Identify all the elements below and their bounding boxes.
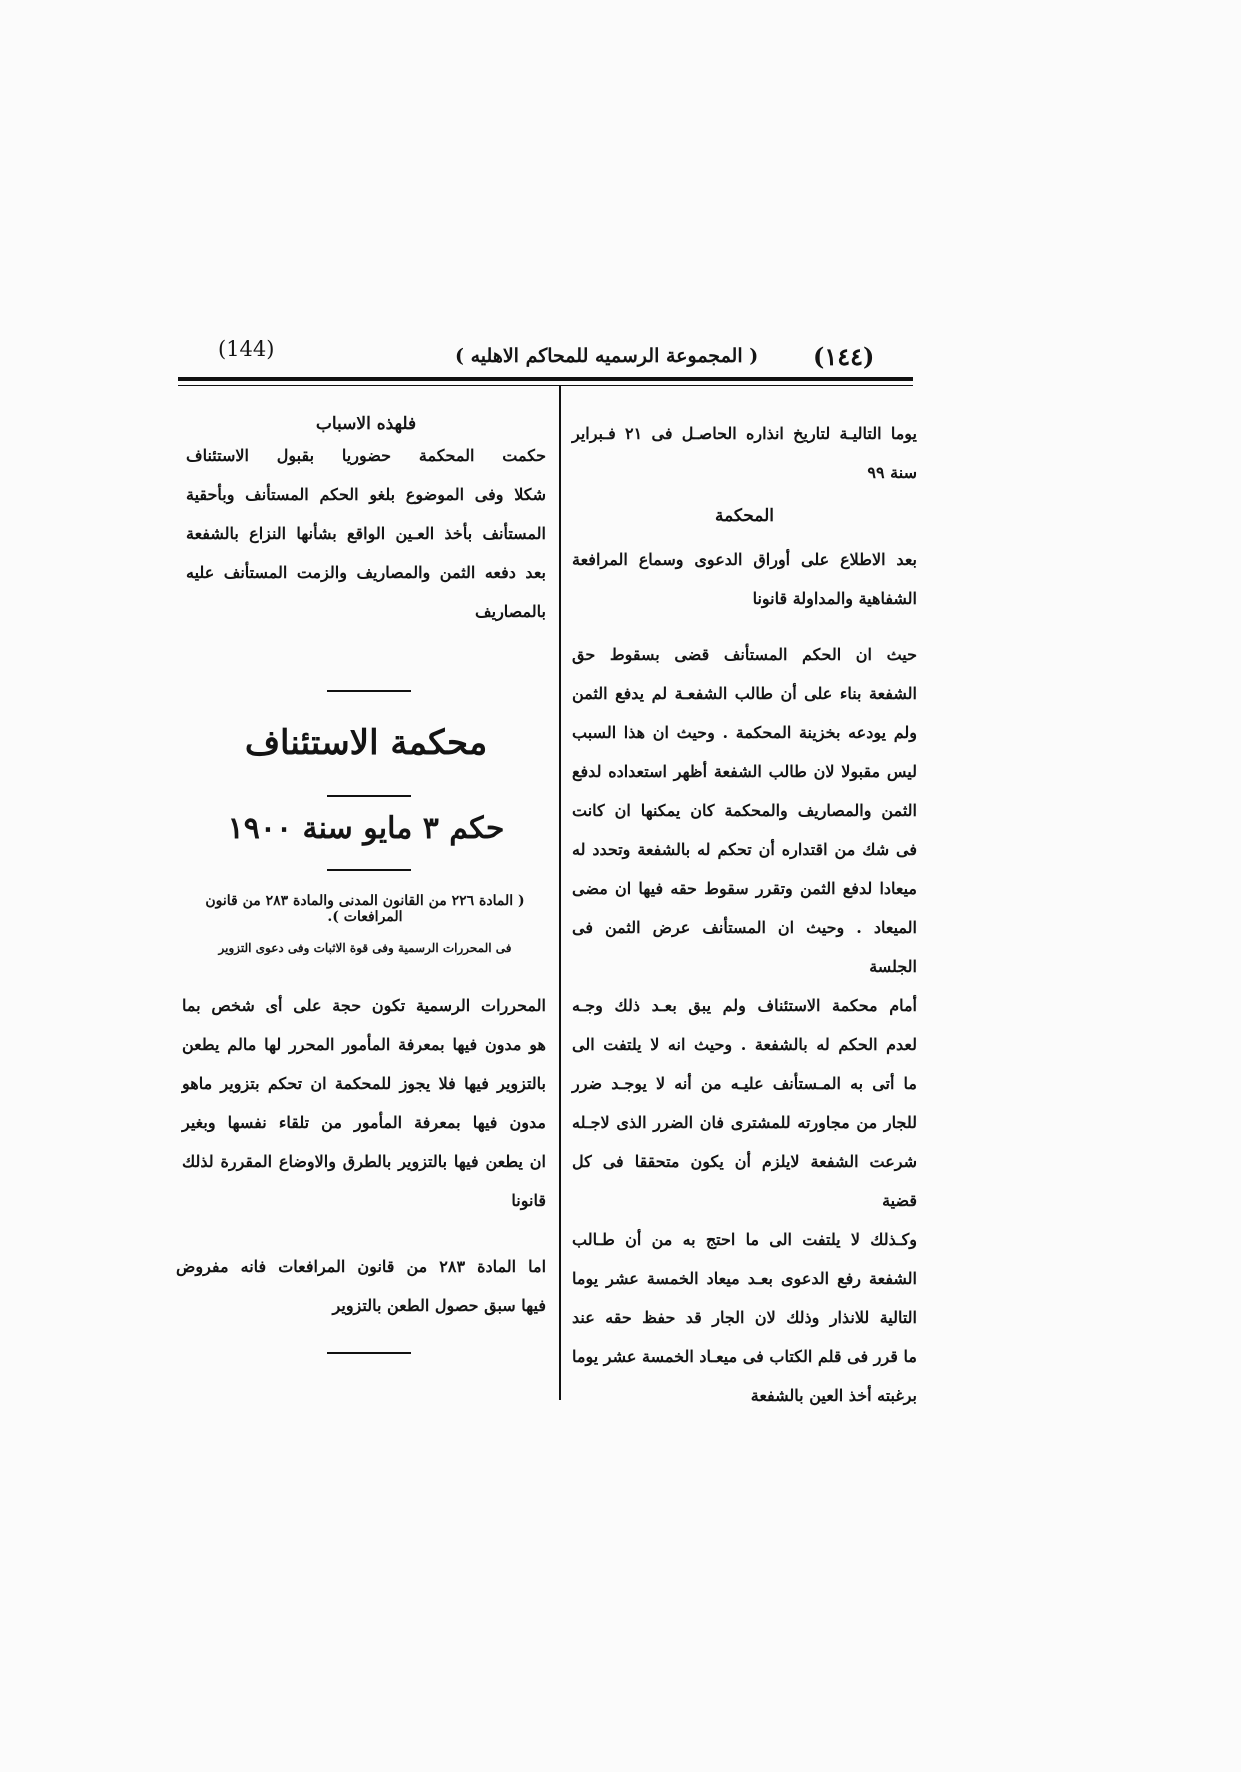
- body-line: ما قرر فى قلم الكتاب فى ميعـاد الخمسة عشر يوما: [572, 1347, 917, 1366]
- notes-block: [180, 893, 550, 955]
- body-line: حيث ان الحكم المستأنف قضى بسقوط حق: [572, 645, 917, 664]
- body-line: برغبته أخذ العين بالشفعة: [750, 1386, 917, 1405]
- body-line: شكلا وفى الموضوع بلغو الحكم المستأنف وبأحقية: [186, 485, 546, 504]
- body-line: بالتزوير فيها فلا يجوز للمحكمة ان تحكم بتزوير ماهو: [182, 1074, 546, 1093]
- reasons-heading: فلهذه الاسباب: [315, 414, 417, 434]
- body-line: ليس مقبولا لان طالب الشفعة أظهر استعداده لدفع: [572, 762, 917, 781]
- section-rule: [327, 869, 411, 871]
- court-label: المحكمة: [714, 506, 775, 526]
- body-line: للجار من مجاورته للمشترى فان الضرر الذى لاجـله: [572, 1113, 917, 1132]
- body-line: الشفاهية والمداولة قانونا: [752, 589, 917, 608]
- left-column: [186, 414, 546, 631]
- body-line: ولم يودعه بخزينة المحكمة . وحيث ان هذا السبب: [572, 723, 917, 742]
- body-line: بعد الاطلاع على أوراق الدعوى وسماع المرافعة: [572, 550, 917, 569]
- body-line: المستأنف بأخذ العـين الواقع بشأنها النزاع بالشفعة: [186, 524, 546, 543]
- column-divider: [559, 386, 561, 1400]
- body-line: هو مدون فيها بمعرفة المأمور المحرر لها مالم يطعن: [182, 1035, 546, 1054]
- body-line: فى شك من اقتداره أن تحكم له بالشفعة وتحدد له: [572, 840, 917, 859]
- principle-block: [182, 986, 546, 1220]
- subject-note: فى المحررات الرسمية وفى قوة الاثبات وفى دعوى التزوير: [218, 941, 512, 955]
- body-line: الشفعة رفع الدعوى بعـد ميعاد الخمسة عشر يوما: [572, 1269, 918, 1288]
- body-line: شرعت الشفعة لايلزم أن يكون متحققا فى كل قضية: [572, 1152, 917, 1210]
- judgment-date: حكم ٣ مايو سنة ١٩٠٠: [227, 811, 505, 846]
- articles-note: ( المادة ٢٢٦ من القانون المدنى والمادة ٢٨٣ من قانون المرافعات ).: [205, 893, 525, 925]
- section-rule: [327, 690, 411, 692]
- body-line: الشفعة بناء على أن طالب الشفعـة لم يدفع الثمن: [572, 684, 917, 703]
- body-line: سنة ٩٩: [867, 463, 917, 482]
- body-line: بالمصاريف: [475, 602, 546, 621]
- page-number-latin: (144): [218, 337, 275, 361]
- page-number-arabic: (١٤٤): [813, 342, 875, 371]
- body-line: ما أتى به المـستأنف عليـه من أنه لا يوجـد ضرر: [572, 1074, 917, 1093]
- court-title: محكمة الاستئناف: [244, 723, 488, 763]
- body-line: حكمت المحكمة حضوريا بقبول الاستئناف: [186, 446, 546, 465]
- header-rule-thick: [178, 377, 913, 381]
- court-title-block: [186, 723, 546, 763]
- body-line: يوما التاليـة لتاريخ انذاره الحاصـل فى ٢١ فـبراير: [572, 424, 917, 443]
- section-rule: [327, 795, 411, 797]
- body-line: الثمن والمصاريف والمحكمة كان يمكنها ان كانت: [572, 801, 917, 820]
- judgment-date-block: [186, 811, 546, 846]
- body-line: فيها سبق حصول الطعن بالتزوير: [332, 1296, 546, 1315]
- article-block: [176, 1247, 546, 1325]
- body-line: مدون فيها بمعرفة المأمور من تلقاء نفسها وبغير: [182, 1113, 546, 1132]
- section-rule: [327, 1352, 411, 1354]
- body-line: قانونا: [511, 1191, 546, 1210]
- body-line: أمام محكمة الاستئناف ولم يبق بعـد ذلك وجـه: [572, 996, 917, 1015]
- body-line: ميعادا لدفع الثمن وتقرر سقوط حقه فيها ان مضى: [572, 879, 917, 898]
- body-line: وكـذلك لا يلتفت الى ما احتج به من أن طـالب: [572, 1230, 917, 1249]
- journal-title: ( المجموعة الرسميه للمحاكم الاهليه ): [455, 345, 759, 367]
- header-rule-thin: [178, 385, 913, 386]
- body-line: التالية للانذار وذلك لان الجار قد حفظ حقه عند: [572, 1308, 917, 1327]
- body-line: الميعاد . وحيث ان المستأنف عرض الثمن فى الجلسة: [572, 918, 917, 976]
- body-line: بعد دفعه الثمن والمصاريف والزمت المستأنف عليه: [186, 563, 546, 582]
- body-line: المحررات الرسمية تكون حجة على أى شخص بما: [182, 996, 546, 1015]
- body-line: لعدم الحكم له بالشفعة . وحيث انه لا يلتفت الى: [572, 1035, 917, 1054]
- body-line: ان يطعن فيها بالتزوير بالطرق والاوضاع المقررة لذلك: [182, 1152, 546, 1171]
- body-line: اما المادة ٢٨٣ من قانون المرافعات فانه مفروض: [176, 1257, 547, 1276]
- right-column: [572, 414, 917, 1415]
